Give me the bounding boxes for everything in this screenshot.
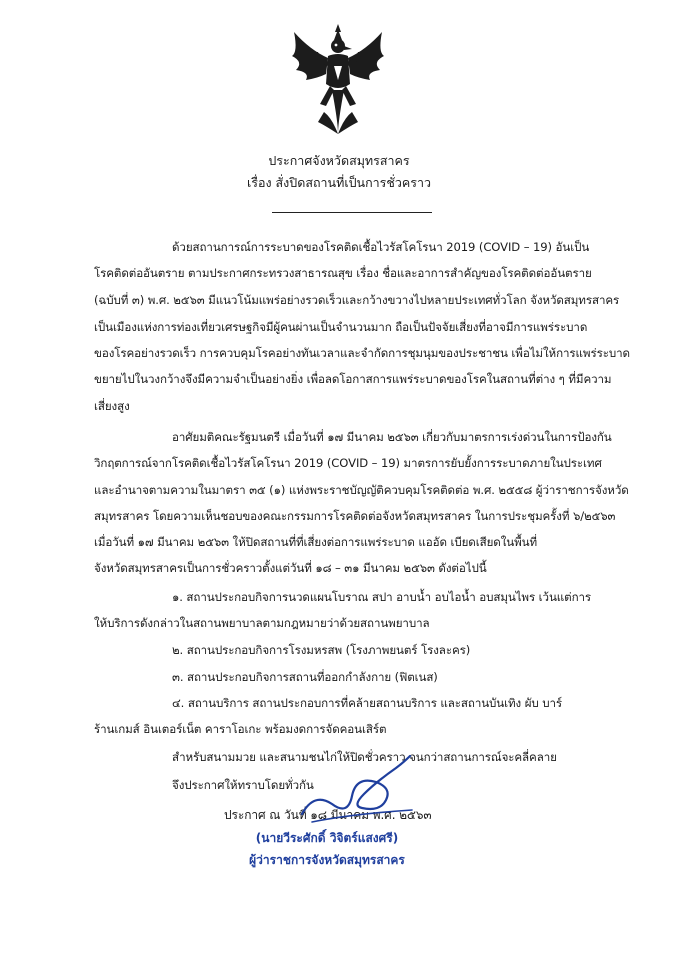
signature-scribble xyxy=(292,752,422,832)
announcement-subject: เรื่อง สั่งปิดสถานที่เป็นการชั่วคราว xyxy=(246,175,432,190)
garuda-emblem-icon xyxy=(288,22,388,142)
paragraph-2-line: สมุทรสาคร โดยความเห็นชอบของคณะกรรมการโรคติดต่อจังหวัดสมุทรสาคร ในการประชุมครั้งที่ ๖/๒๕๖๓ xyxy=(94,509,616,523)
announcement-title: ประกาศจังหวัดสมุทรสาคร xyxy=(268,153,410,168)
paragraph-1-line: เป็นเมืองแห่งการท่องเที่ยวเศรษฐกิจมีผู้คนผ่านเป็นจำนวนมาก ถือเป็นปัจจัยเสี่ยงที่อาจมีการแพร่ระบาด xyxy=(94,320,588,334)
header-divider xyxy=(272,212,432,213)
paragraph-1-line: โรคติดต่ออันตราย ตามประกาศกระทรวงสาธารณสุข เรื่อง ชื่อและอาการสำคัญของโรคติดต่ออันตราย xyxy=(94,266,592,280)
paragraph-3: สำหรับสนามมวย และสนามชนไก่ให้ปิดชั่วคราว จนกว่าสถานการณ์จะคลี่คลาย xyxy=(172,750,557,764)
paragraph-2-line: วิกฤตการณ์จากโรคติดเชื้อไวรัสโคโรนา 2019 (COVID – 19) มาตรการยับยั้งการระบาดภายในประเทศ xyxy=(94,456,602,470)
signatory-name: (นายวีระศักดิ์ วิจิตร์แสงศรี) xyxy=(255,831,399,845)
signatory-title: ผู้ว่าราชการจังหวัดสมุทรสาคร xyxy=(249,853,405,867)
paragraph-4: จึงประกาศให้ทราบโดยทั่วกัน xyxy=(172,778,314,792)
closure-item: ร้านเกมส์ อินเตอร์เน็ต คาราโอเกะ พร้อมงดการจัดคอนเสิร์ต xyxy=(94,722,387,736)
closure-item: ให้บริการดังกล่าวในสถานพยาบาลตามกฎหมายว่าด้วยสถานพยาบาล xyxy=(94,616,430,630)
paragraph-2-line: อาศัยมติคณะรัฐมนตรี เมื่อวันที่ ๑๗ มีนาคม ๒๕๖๓ เกี่ยวกับมาตรการเร่งด่วนในการป้องกัน xyxy=(172,430,612,444)
paragraph-2-line: และอำนาจตามความในมาตรา ๓๕ (๑) แห่งพระราชบัญญัติควบคุมโรคติดต่อ พ.ศ. ๒๕๕๘ ผู้ว่าราชการจังหวัด xyxy=(94,483,629,497)
paragraph-1-line: ด้วยสถานการณ์การระบาดของโรคติดเชื้อไวรัสโคโรนา 2019 (COVID – 19) อันเป็น xyxy=(172,240,590,254)
announcement-date: ประกาศ ณ วันที่ ๑๘ มีนาคม พ.ศ. ๒๕๖๓ xyxy=(224,808,432,822)
closure-item: ๒. สถานประกอบกิจการโรงมหรสพ (โรงภาพยนตร์ โรงละคร) xyxy=(172,643,471,657)
closure-item: ๔. สถานบริการ สถานประกอบการที่คล้ายสถานบริการ และสถานบันเทิง ผับ บาร์ xyxy=(172,696,563,710)
paragraph-1-line: (ฉบับที่ ๓) พ.ศ. ๒๕๖๓ มีแนวโน้มแพร่อย่างรวดเร็วและกว้างขวางไปหลายประเทศทั่วโลก จังหวัดสมุทรสาคร xyxy=(94,293,620,307)
paragraph-1-line: ของโรคอย่างรวดเร็ว การควบคุมโรคอย่างทันเวลาและจำกัดการชุมนุมของประชาชน เพื่อไม่ให้การแพร่ระบาด xyxy=(94,346,630,360)
paragraph-2-line: เมื่อวันที่ ๑๗ มีนาคม ๒๕๖๓ ให้ปิดสถานที่ที่เสี่ยงต่อการแพร่ระบาด แออัด เบียดเสียดในพื้นที่ xyxy=(94,535,537,549)
paragraph-2-line: จังหวัดสมุทรสาครเป็นการชั่วคราวตั้งแต่วันที่ ๑๘ – ๓๑ มีนาคม ๒๕๖๓ ดังต่อไปนี้ xyxy=(94,561,487,575)
closure-item: ๓. สถานประกอบกิจการสถานที่ออกกำลังกาย (ฟิตเนส) xyxy=(172,670,438,684)
closure-item: ๑. สถานประกอบกิจการนวดแผนโบราณ สปา อาบน้ำ อบไอน้ำ อบสมุนไพร เว้นแต่การ xyxy=(172,590,592,604)
paragraph-1-line: ขยายไปในวงกว้างจึงมีความจำเป็นอย่างยิ่ง เพื่อลดโอกาสการแพร่ระบาดของโรคในสถานที่ต่าง ๆ ที่มีความ xyxy=(94,372,612,386)
paragraph-1-line: เสี่ยงสูง xyxy=(94,399,130,413)
